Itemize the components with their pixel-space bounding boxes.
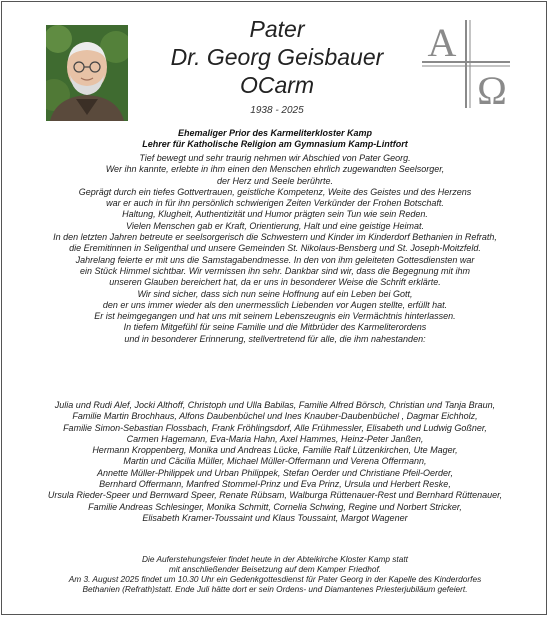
text-line: In tiefem Mitgefühl für seine Familie und die Mitbrüder des Karmeliterordens	[123, 322, 427, 333]
names-line: Elisabeth Kramer-Toussaint und Klaus Toussaint, Margot Wagener	[142, 512, 408, 523]
text-line: Wer ihn kannte, erlebte in ihm einen den Menschen ehrlich zugewandten Seelsorger,	[105, 164, 445, 175]
notice-line: Bethanien (Refrath)statt. Ende Juli hätte dort er sein Ordens- und Diamantenes Priesterjubiläum gefeiert.	[82, 584, 468, 594]
text-line: den er uns immer wieder als den unermesslich Liebenden vor Augen stellte, erfüllt hat.	[102, 299, 448, 310]
names-line: Martin und Cäcilia Müller, Michael Müller-Offermann und Verena Offermann,	[123, 456, 427, 467]
alpha-glyph: A	[427, 20, 457, 65]
names-line: Familie Simon-Sebastian Flossbach, Frank Fröhlingsdorf, Alle Frühmessler, Elisabeth und Ludwig Goßner,	[63, 422, 487, 433]
names-line: Hermann Kroppenberg, Monika und Andreas Lücke, Familie Ralf Lützenkirchen, Ute Mager,	[92, 445, 458, 456]
text-line: Wir sind sicher, dass sich nun seine Hoffnung auf ein Leben bei Gott,	[137, 288, 413, 299]
text-line: Geprägt durch ein tiefes Gottvertrauen, geistliche Kompetenz, Weite des Geistes und des Herzens	[78, 186, 472, 197]
text-line: Haltung, Klugheit, Authentizität und Humor prägten sein Tun wie sein Reden.	[122, 209, 428, 220]
text-line: ein Stück Himmel sichtbar. Wir vermissen ihn sehr. Dankbar sind wir, dass die Begegnung mit ihm	[80, 265, 470, 276]
names-line: Familie Andreas Schlesinger, Monika Schmitt, Cornelia Schwing, Regine und Norbert Stricker,	[88, 501, 462, 512]
subtitle-teacher: Lehrer für Katholische Religion am Gymnasium Kamp-Lintfort	[142, 139, 408, 149]
obituary-card	[1, 1, 547, 615]
text-line: die Eremitinnen in Seligenthal und unsere Gemeinden St. Nikolaus-Bensberg und St. Joseph-Moitzfeld.	[69, 243, 481, 254]
obituary-text	[10, 153, 540, 345]
title-line-2: Dr. Georg Geisbauer	[170, 44, 384, 70]
title-line-1: Pater	[249, 16, 305, 42]
subtitle-prior: Ehemaliger Prior des Karmeliterkloster Kamp	[177, 128, 373, 138]
portrait-image	[46, 25, 128, 121]
notice-line: mit anschließender Beisetzung auf dem Kamper Friedhof.	[168, 564, 382, 574]
names-line: Annette Müller-Philippek und Urban Philippek, Stefan Oerder und Christiane Pfeil-Oerder,	[96, 467, 454, 478]
alpha-omega-cross-icon	[420, 18, 512, 110]
notice-line: Die Auferstehungsfeier findet heute in der Abteikirche Kloster Kamp statt	[142, 554, 408, 564]
text-line: Tief bewegt und sehr traurig nehmen wir Abschied von Pater Georg.	[139, 153, 411, 163]
text-line: unseren Glauben bereichert hat, da er uns in besonderer Weise die Schrift erklärte.	[109, 277, 441, 288]
portrait-photo	[46, 25, 128, 121]
funeral-notice	[10, 554, 540, 594]
notice-line: Am 3. August 2025 findet um 10.30 Uhr ein Gedenkgottesdienst für Pater Georg in der Kapelle des Kinderdorfes	[68, 574, 482, 584]
omega-glyph: Ω	[477, 68, 507, 110]
names-line: Julia und Rudi Alef, Jocki Althoff, Christoph und Ulla Babilas, Familie Alfred Börsch, Christian und Tanja Braun,	[54, 400, 496, 410]
text-line: Vielen Menschen gab er Kraft, Orientierung, Halt und eine geistige Heimat.	[125, 220, 424, 231]
text-line: Er ist heimgegangen und hat uns mit seinem Lebenszeugnis ein Vermächtnis hinterlassen.	[94, 311, 456, 322]
names-line: Ursula Rieder-Speer und Bernward Speer, Renate Rübsam, Walburga Rüttenauer-Rest und Bernhard Rüttenauer,	[47, 490, 503, 501]
names-line: Carmen Hagemann, Eva-Maria Hahn, Axel Hammes, Heinz-Peter Janßen,	[126, 433, 424, 444]
names-line: Bernhard Offermann, Manfred Stommel-Prinz und Eva Prinz, Ursula und Herbert Reske,	[99, 479, 451, 490]
text-line: der Herz und Seele berührte.	[216, 175, 334, 186]
text-line: war er auch in für ihn persönlich schwierigen Zeiten Verkünder der Frohen Botschaft.	[106, 198, 444, 209]
text-line: In den letzten Jahren betreute er seelsorgerisch die Schwestern und Kinder im Kinderdorf Bethanien in Refrath,	[53, 232, 497, 243]
mourners-list	[10, 400, 540, 524]
names-line: Familie Martin Brochhaus, Alfons Daubenbüchel und Ines Knauber-Daubenbüchel , Dagmar Eichholz,	[72, 411, 478, 422]
text-line: Jahrelang feierte er mit uns die Samstagabendmesse. In den von ihm geleiteten Gottesdiensten war	[75, 254, 475, 265]
life-years: 1938 - 2025	[250, 105, 304, 116]
text-line: und in besonderer Erinnerung, stellvertretend für alle, die ihm nahestanden:	[124, 333, 426, 344]
title-line-3: OCarm	[239, 72, 315, 98]
